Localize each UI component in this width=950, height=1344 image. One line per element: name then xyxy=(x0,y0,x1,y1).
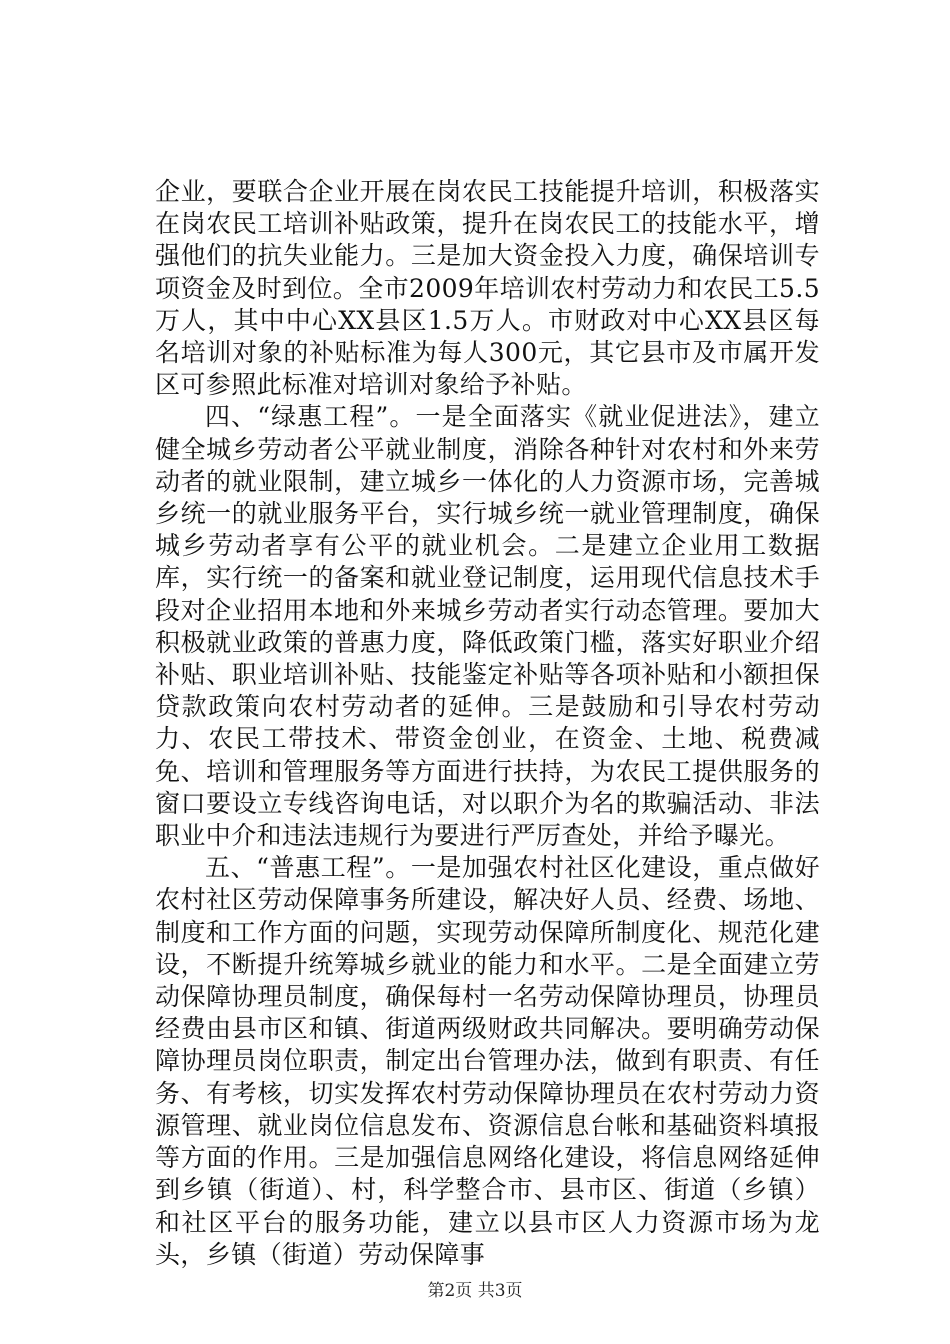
paragraph-training-funds: 企业，要联合企业开展在岗农民工技能提升培训，积极落实在岗农民工培训补贴政策，提升在岗农民工的技能水平，增强他们的抗失业能力。三是加大资金投入力度，确保培训专项资金及时到位。全市2009年培训农村劳动力和农民工5.5万人，其中中心XX县区1.5万人。市财政对中心XX县区每名培训对象的补贴标准为每人300元，其它县市及市属开发区可参照此标准对培训对象给予补贴。 xyxy=(155,177,820,400)
document-body xyxy=(155,176,820,1271)
paragraph-universal-benefit-project: 五、“普惠工程”。一是加强农村社区化建设，重点做好农村社区劳动保障事务所建设，解决好人员、经费、场地、制度和工作方面的问题，实现劳动保障所制度化、规范化建设，不断提升统筹城乡就业的能力和水平。二是全面建立劳动保障协理员制度，确保每村一名劳动保障协理员，协理员经费由县市区和镇、街道两级财政共同解决。要明确劳动保障协理员岗位职责，制定出台管理办法，做到有职责、有任务、有考核，切实发挥农村劳动保障协理员在农村劳动力资源管理、就业岗位信息发布、资源信息台帐和基础资料填报等方面的作用。三是加强信息网络化建设，将信息网络延伸到乡镇（街道）、村，科学整合市、县市区、街道（乡镇）和社区平台的服务功能，建立以县市区人力资源市场为龙头，乡镇（街道）劳动保障事 xyxy=(155,853,820,1269)
page-footer: 第2页 共3页 xyxy=(427,1281,523,1301)
paragraph-green-benefit-project: 四、“绿惠工程”。一是全面落实《就业促进法》，建立健全城乡劳动者公平就业制度，消除各种针对农村和外来劳动者的就业限制，建立城乡一体化的人力资源市场，完善城乡统一的就业服务平台，实行城乡统一就业管理制度，确保城乡劳动者享有公平的就业机会。二是建立企业用工数据库，实行统一的备案和就业登记制度，运用现代信息技术手段对企业招用本地和外来城乡劳动者实行动态管理。要加大积极就业政策的普惠力度，降低政策门槛，落实好职业介绍补贴、职业培训补贴、技能鉴定补贴等各项补贴和小额担保贷款政策向农村劳动者的延伸。三是鼓励和引导农村劳动力、农民工带技术、带资金创业，在资金、土地、税费减免、培训和管理服务等方面进行扶持，为农民工提供服务的窗口要设立专线咨询电话，对以职介为名的欺骗活动、非法职业中介和违法违规行为要进行严厉查处，并给予曝光。 xyxy=(155,402,820,851)
